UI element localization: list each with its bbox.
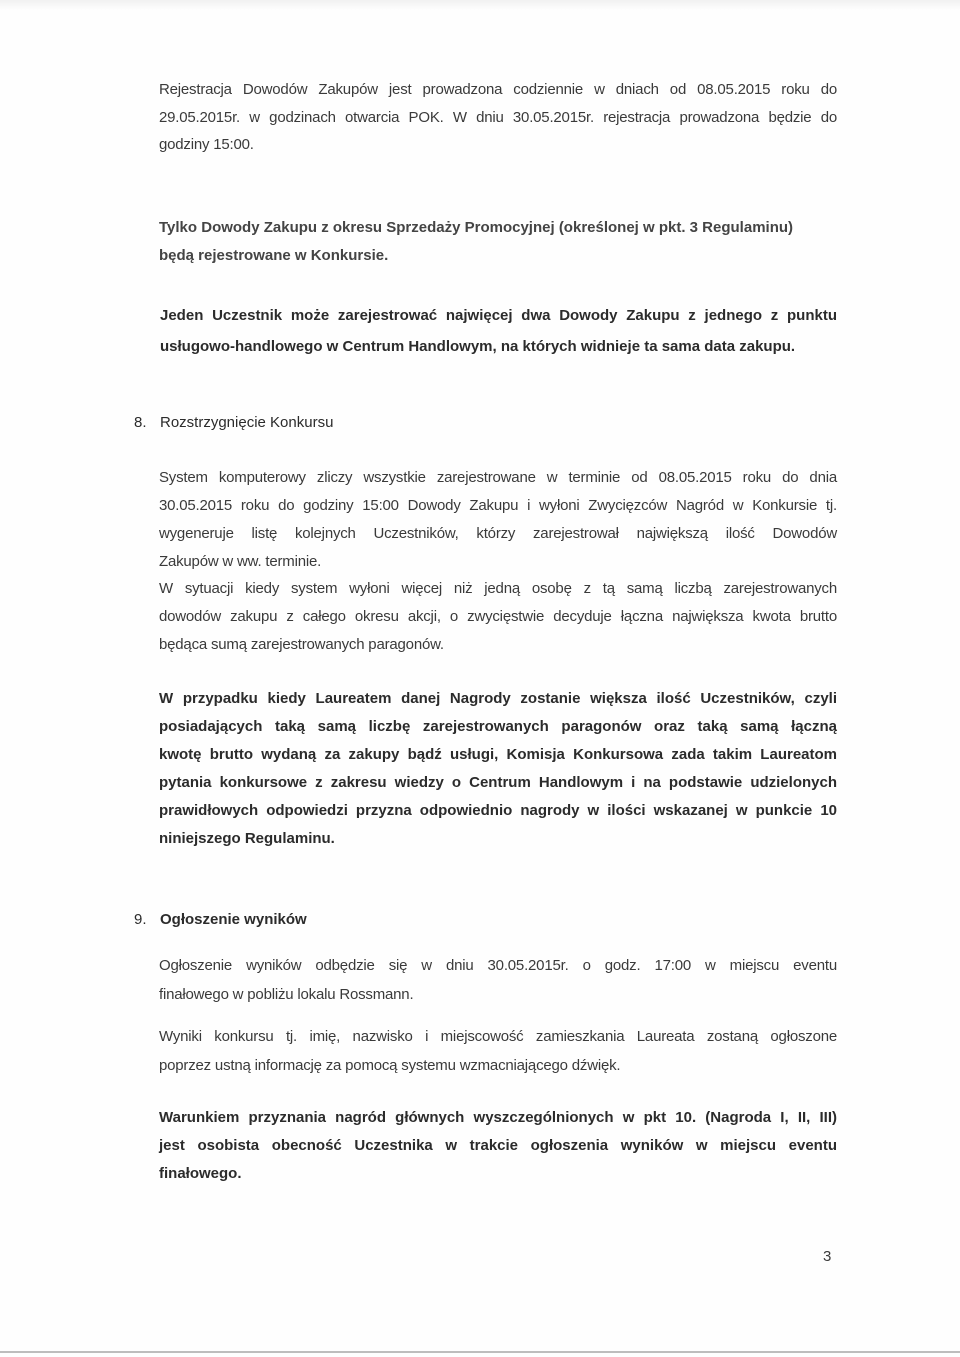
- text-line: posiadających taką samą liczbę zarejestrowanych paragonów oraz taką samą łączną: [159, 718, 837, 735]
- text-line: pytania konkursowe z zakresu wiedzy o Centrum Handlowym i na podstawie udzielonych: [159, 774, 837, 791]
- text-line: Warunkiem przyznania nagród głównych wyszczególnionych w pkt 10. (Nagroda I, II, III): [159, 1109, 837, 1126]
- text-line: System komputerowy zliczy wszystkie zarejestrowane w terminie od 08.05.2015 roku do dnia: [159, 469, 837, 486]
- text-line: W przypadku kiedy Laureatem danej Nagrody zostanie większa ilość Uczestników, czyli: [159, 690, 837, 707]
- scan-edge-top: [0, 0, 960, 10]
- text-line: W sytuacji kiedy system wyłoni więcej niż jedną osobę z tą samą liczbą zarejestrowanych: [159, 580, 837, 597]
- text-line: Zakupów w ww. terminie.: [159, 553, 322, 570]
- section-title: Ogłoszenie wyników: [160, 911, 307, 928]
- text-line: wygeneruje listę kolejnych Uczestników, którzy zarejestrował największą ilość Dowodów: [159, 525, 837, 542]
- text-line: finałowego.: [159, 1165, 242, 1182]
- text-line: Jeden Uczestnik może zarejestrować najwięcej dwa Dowody Zakupu z jednego z punktu: [160, 307, 837, 324]
- text-line: będą rejestrowane w Konkursie.: [159, 246, 389, 264]
- text-line: prawidłowych odpowiedzi przyzna odpowiednio nagrody w ilości wskazanej w punkcie 10: [159, 802, 837, 819]
- text-line: będąca sumą zarejestrowanych paragonów.: [159, 636, 444, 653]
- text-line: niniejszego Regulaminu.: [159, 830, 335, 847]
- section-title: Rozstrzygnięcie Konkursu: [160, 414, 334, 431]
- paragraph-tie-breaker: [159, 575, 837, 659]
- text-line: jest osobista obecność Uczestnika w trakcie ogłoszenia wyników w miejscu eventu: [159, 1137, 837, 1154]
- text-line: poprzez ustną informację za pomocą systemu wzmacniającego dźwięk.: [159, 1057, 621, 1074]
- paragraph-registration-period: [159, 76, 837, 159]
- text-line: dowodów zakupu z całego okresu akcji, o zwycięstwie decyduje łączna największa kwota brutto: [159, 608, 837, 625]
- text-line: Rejestracja Dowodów Zakupów jest prowadzona codziennie w dniach od 08.05.2015 roku do: [159, 81, 837, 98]
- paragraph-registration-limit: [160, 300, 837, 362]
- text-line: Wyniki konkursu tj. imię, nazwisko i miejscowość zamieszkania Laureata zostaną ogłoszone: [159, 1028, 837, 1045]
- text-line: godziny 15:00.: [159, 136, 254, 153]
- paragraph-results-method: [159, 1022, 837, 1080]
- paragraph-winner-selection: [159, 464, 837, 576]
- paragraph-promo-period: [159, 214, 837, 269]
- text-line: kwotę brutto wydaną za zakupy bądź usługi, Komisja Konkursowa zada takim Laureatom: [159, 746, 837, 763]
- page-number: 3: [823, 1248, 832, 1265]
- section-number: 9.: [134, 911, 147, 928]
- text-line: Tylko Dowody Zakupu z okresu Sprzedaży Promocyjnej (określonej w pkt. 3 Regulaminu): [159, 219, 794, 236]
- paragraph-prize-condition: [159, 1104, 837, 1188]
- text-line: Ogłoszenie wyników odbędzie się w dniu 30.05.2015r. o godz. 17:00 w miejscu eventu: [159, 957, 837, 974]
- text-line: 30.05.2015 roku do godziny 15:00 Dowody Zakupu i wyłoni Zwycięzców Nagród w Konkursie tj.: [159, 497, 837, 514]
- paragraph-results-announcement: [159, 951, 837, 1009]
- text-line: 29.05.2015r. w godzinach otwarcia POK. W dniu 30.05.2015r. rejestracja prowadzona będzie do: [159, 108, 837, 126]
- section-number: 8.: [134, 414, 147, 431]
- paragraph-contest-questions: [159, 685, 837, 853]
- text-line: finałowego w pobliżu lokalu Rossmann.: [159, 986, 414, 1003]
- scan-edge-bottom: [0, 1351, 960, 1353]
- text-line: usługowo-handlowego w Centrum Handlowym, na których widnieje ta sama data zakupu.: [160, 338, 796, 355]
